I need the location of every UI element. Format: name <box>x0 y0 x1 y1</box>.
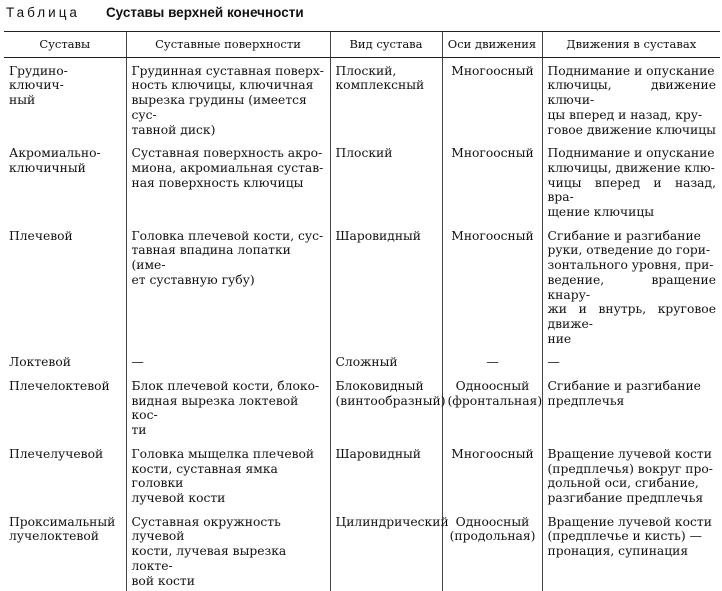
joint-name: Проксимальный лучелоктевой <box>9 514 116 544</box>
joint-type: Шаровидный <box>330 223 442 350</box>
table-row <box>4 373 720 441</box>
table-caption <box>6 5 304 20</box>
joints-table <box>4 31 720 591</box>
table-label: Таблица <box>6 5 80 20</box>
joint-movements: Вращение лучевой кости (предплечья) вокруг про- дольной оси, сгибание, разгибание предплечья <box>542 441 720 509</box>
joint-movements: Поднимание и опускание ключицы, движение ключи- цы вперед и назад, кру- говое движение ключицы <box>542 57 720 140</box>
joint-type: Плоский <box>330 140 442 223</box>
joint-axes: — <box>442 349 542 373</box>
joint-movements: Сгибание и разгибание предплечья <box>542 373 720 441</box>
joint-name: Плечевой <box>9 228 73 243</box>
joint-type: Сложный <box>330 349 442 373</box>
joint-name: Плечелоктевой <box>9 379 110 394</box>
joint-axes: Многоосный <box>442 57 542 140</box>
joint-movements: Поднимание и опускание ключицы, движение клю- чицы вперед и назад, вра- щение ключицы <box>542 140 720 223</box>
table-row <box>4 349 720 373</box>
header-axes: Оси движения <box>442 32 542 58</box>
header-joints: Суставы <box>4 32 126 58</box>
joint-type: Цилиндрический <box>330 509 442 591</box>
joint-surfaces: Суставная поверхность акро- миона, акромиальная сустав- ная поверхность ключицы <box>126 140 330 223</box>
joint-name: Грудино-ключич- ный <box>9 63 68 108</box>
joint-axes: Многоосный <box>442 140 542 223</box>
joint-surfaces: Суставная окружность лучевой кости, лучевая вырезка локте- вой кости <box>126 509 330 591</box>
joint-name: Плечелучевой <box>9 446 104 461</box>
joint-surfaces: — <box>126 349 330 373</box>
joint-surfaces: Грудинная суставная поверх- ность ключицы, ключичная вырезка грудины (имеется сус- тавной диск) <box>126 57 330 140</box>
joint-type: Шаровидный <box>330 441 442 509</box>
joint-axes: Многоосный <box>442 441 542 509</box>
header-movements: Движения в суставах <box>542 32 720 58</box>
header-type: Вид сустава <box>330 32 442 58</box>
table-body <box>4 57 720 591</box>
table-row <box>4 509 720 591</box>
joint-movements: Вращение лучевой кости (предплечье и кисть) — пронация, супинация <box>542 509 720 591</box>
joint-movements: — <box>542 349 720 373</box>
joint-surfaces: Блок плечевой кости, блоко- видная вырезка локтевой кос- ти <box>126 373 330 441</box>
joint-axes: Одноосный (продольная) <box>442 509 542 591</box>
table-row <box>4 441 720 509</box>
joint-type: Плоский, комплексный <box>330 57 442 140</box>
joint-surfaces: Головка плечевой кости, сус- тавная впадина лопатки (име- ет суставную губу) <box>126 223 330 350</box>
joint-name: Акромиально- ключичный <box>9 146 101 175</box>
joint-surfaces: Головка мыщелка плечевой кости, суставная ямка головки лучевой кости <box>126 441 330 509</box>
joint-axes: Многоосный <box>442 223 542 350</box>
joint-movements: Сгибание и разгибание руки, отведение до гори- зонтального уровня, при- ведение, вращение кнару- жи и внутрь, круговое движе- ние <box>542 223 720 350</box>
joint-axes: Одноосный (фронтальная) <box>442 373 542 441</box>
table-row <box>4 57 720 140</box>
table-title: Суставы верхней конечности <box>105 5 304 20</box>
header-surfaces: Суставные поверхности <box>126 32 330 58</box>
joint-name: Локтевой <box>9 355 71 370</box>
joint-type: Блоковидный (винтообразный) <box>330 373 442 441</box>
table-row <box>4 140 720 223</box>
table-row <box>4 223 720 350</box>
table-header-row <box>4 32 720 58</box>
